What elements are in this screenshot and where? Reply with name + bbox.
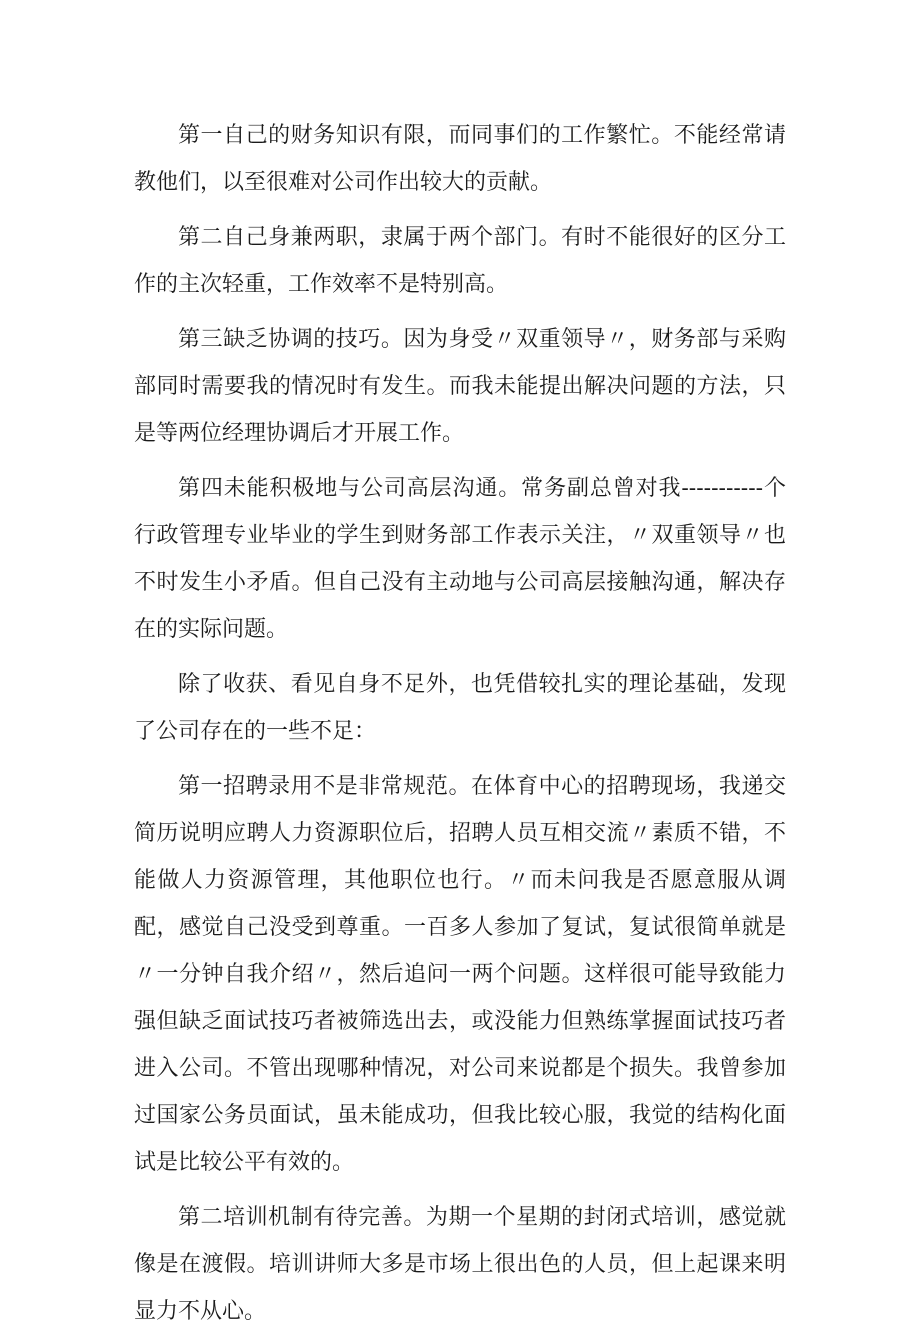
paragraph-weakness-2: 第二自己身兼两职，隶属于两个部门。有时不能很好的区分工作的主次轻重，工作效率不是特别高。 — [134, 225, 786, 297]
paragraph-weakness-1: 第一自己的财务知识有限，而同事们的工作繁忙。不能经常请教他们，以至很难对公司作出较大的贡献。 — [134, 123, 786, 195]
paragraph-recruitment-issue: 第一招聘录用不是非常规范。在体育中心的招聘现场，我递交简历说明应聘人力资源职位后，招聘人员互相交流〃素质不错，不能做人力资源管理，其他职位也行。〃而未问我是否愿意服从调配，感觉自己没受到尊重。一百多人参加了复试，复试很简单就是〃一分钟自我介绍〃，然后追问一两个问题。这样很可能导致能力强但缺乏面试技巧者被筛选出去，或没能力但熟练掌握面试技巧者进入公司。不管出现哪种情况，对公司来说都是个损失。我曾参加过国家公务员面试，虽未能成功，但我比较心服，我觉的结构化面试是比较公平有效的。 — [134, 774, 786, 1175]
paragraph-weakness-4: 第四未能积极地与公司高层沟通。常务副总曾对我-----------个 行政管理专业毕业的学生到财务部工作表示关注，〃双重领导〃也不时发生小矛盾。但自己没有主动地与公司高层接触沟通，解决存在的实际问题。 — [134, 476, 786, 642]
paragraph-training-issue: 第二培训机制有待完善。为期一个星期的封闭式培训，感觉就像是在渡假。培训讲师大多是市场上很出色的人员，但上起课来明显力不从心。 — [134, 1205, 786, 1324]
document-body — [134, 112, 786, 1343]
paragraph-company-shortcomings-intro: 除了收获、看见自身不足外，也凭借较扎实的理论基础，发现了公司存在的一些不足： — [134, 672, 786, 744]
paragraph-weakness-3: 第三缺乏协调的技巧。因为身受〃双重领导〃，财务部与采购部同时需要我的情况时有发生。而我未能提出解决问题的方法，只是等两位经理协调后才开展工作。 — [134, 327, 786, 446]
